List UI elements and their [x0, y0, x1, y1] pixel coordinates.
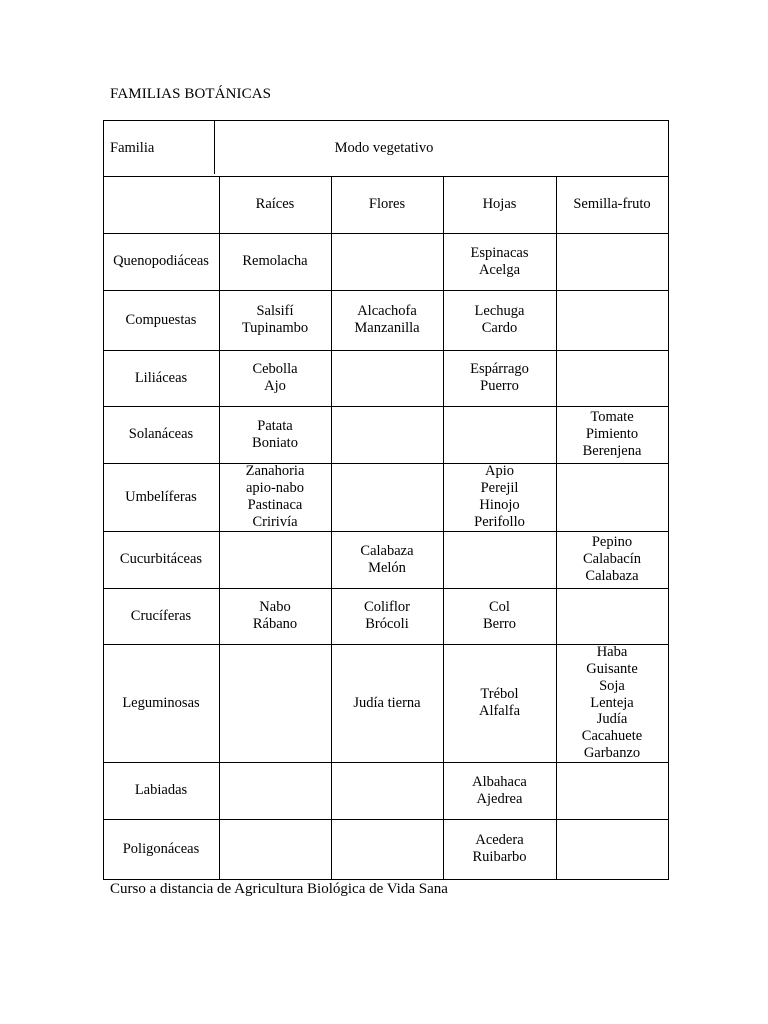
table-cell-hojas: Lechuga Cardo [474, 303, 525, 336]
table-row-family: Poligonáceas [122, 840, 200, 857]
table-cell-flores [331, 350, 443, 406]
table-cell-hojas: Col Berro [482, 599, 516, 632]
table-cell-hojas: Espárrago Puerro [470, 361, 529, 394]
table-cell-semilla [556, 463, 668, 531]
table-cell-semilla [556, 762, 668, 819]
table-cell-raices: Salsifí Tupinambo [241, 303, 309, 336]
table-cell-raices: Remolacha [242, 253, 308, 270]
subheader-raices: Raíces [255, 196, 295, 213]
table-row-family: Quenopodiáceas [113, 253, 209, 270]
table-cell-hojas: Albahaca Ajedrea [472, 773, 527, 807]
subheader-hojas: Hojas [482, 196, 517, 213]
table-cell-semilla: Pepino Calabacín Calabaza [583, 534, 641, 584]
table-row-family: Compuestas [125, 311, 197, 328]
table-cell-flores [331, 406, 443, 463]
table-cell-hojas: Espinacas Acelga [470, 244, 529, 278]
table-cell-raices: Patata Boniato [252, 417, 298, 451]
subheader-semilla-fruto: Semilla-fruto [573, 196, 651, 213]
table-cell-semilla [556, 819, 668, 879]
table-cell-flores [331, 762, 443, 819]
document-footer: Curso a distancia de Agricultura Biológica de Vida Sana [110, 881, 448, 897]
table-cell-semilla: Haba Guisante Soja Lenteja Judía Cacahuete Garbanzo [581, 644, 643, 761]
table-cell-semilla [556, 233, 668, 290]
document-title: FAMILIAS BOTÁNICAS [110, 86, 272, 102]
table-row-family: Crucíferas [130, 607, 192, 624]
table-row-family: Cucurbitáceas [119, 551, 203, 568]
table-cell-raices: Nabo Rábano [252, 599, 298, 632]
table-cell-flores [331, 233, 443, 290]
table-cell-flores [331, 463, 443, 531]
table-cell-raices [219, 819, 331, 879]
table-cell-semilla [556, 350, 668, 406]
table-cell-hojas [443, 406, 556, 463]
header-modo-vegetativo: Modo vegetativo [334, 139, 434, 156]
table-cell-semilla: Tomate Pimiento Berenjena [582, 409, 642, 459]
table-cell-semilla [556, 290, 668, 350]
table-cell-semilla [556, 588, 668, 644]
table-row-family: Liliáceas [134, 369, 188, 386]
table-cell-flores [331, 819, 443, 879]
header-family: Familia [110, 139, 155, 156]
table-cell-raices [219, 644, 331, 762]
table-cell-raices: Cebolla Ajo [252, 361, 298, 394]
table-cell-flores: Judía tierna [353, 694, 421, 711]
table-cell-raices: Zanahoria apio-nabo Pastinaca Cririvía [245, 463, 305, 530]
table-cell-flores: Coliflor Brócoli [364, 599, 410, 632]
table-cell-hojas [443, 531, 556, 588]
table-cell-hojas: Acedera Ruibarbo [472, 832, 527, 865]
table-cell-flores: Alcachofa Manzanilla [354, 303, 420, 336]
table-row-family: Umbelíferas [125, 488, 197, 505]
table-row-family: Leguminosas [122, 694, 200, 711]
table-cell-raices [219, 531, 331, 588]
table-cell-hojas: Trébol Alfalfa [478, 686, 521, 719]
table-cell-raices [219, 762, 331, 819]
table-right-border [668, 120, 669, 880]
table-cell-flores: Calabaza Melón [360, 542, 414, 576]
table-cell-hojas: Apio Perejil Hinojo Perifollo [474, 463, 525, 530]
table-row-family: Solanáceas [128, 426, 194, 443]
subheader-flores: Flores [368, 196, 406, 213]
table-row-family: Labiadas [134, 782, 188, 799]
